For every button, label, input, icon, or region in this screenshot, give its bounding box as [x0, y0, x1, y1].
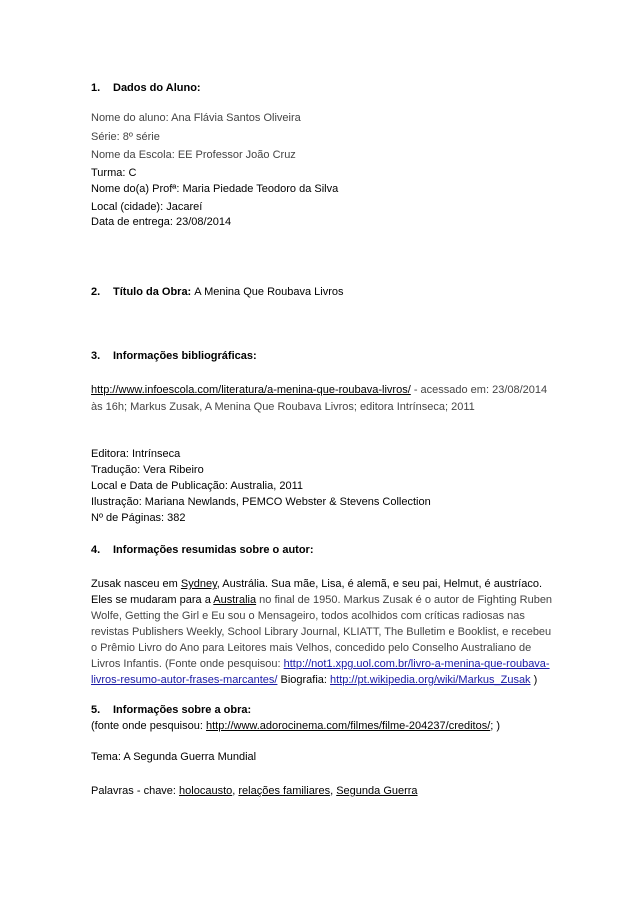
keyword-separator: , — [330, 785, 337, 797]
work-source-end: ; ) — [490, 720, 501, 732]
work-source-label: (fonte onde pesquisou: — [91, 720, 206, 732]
sydney-link[interactable]: Sydney — [180, 578, 217, 590]
author-text: Zusak nasceu em — [91, 578, 181, 590]
keywords-line — [91, 785, 418, 798]
author-text: Eles se mudaram para a — [91, 594, 214, 606]
keyword-relacoes-familiares[interactable]: relações familiares — [238, 785, 331, 797]
illustration: Ilustração: Mariana Newlands, PEMCO Webster & Stevens Collection — [91, 496, 431, 508]
keyword-separator: , — [232, 785, 239, 797]
australia-link[interactable]: Australia — [213, 594, 257, 606]
teacher-name: Nome do(a) Profª: Maria Piedade Teodoro da Silva — [91, 183, 339, 195]
author-text: ) — [530, 674, 538, 686]
author-text: Livros Infantis. (Fonte onde pesquisou: — [91, 658, 284, 670]
author-line-3: Wolfe, Getting the Girl e Eu sou o Mensageiro, todos acolhidos com críticas radiosas nas — [91, 610, 525, 622]
class-name: Turma: C — [91, 167, 137, 179]
section2-heading — [91, 286, 344, 299]
theme-line: Tema: A Segunda Guerra Mundial — [91, 751, 257, 763]
biblio-line-2: às 16h; Markus Zusak, A Menina Que Roubava Livros; editora Intrínseca; 2011 — [91, 401, 475, 413]
student-grade: Série: 8º série — [91, 131, 160, 143]
section1-number: 1. — [91, 82, 101, 94]
keyword-segunda-guerra[interactable]: Segunda Guerra — [336, 785, 418, 797]
section3-heading — [91, 350, 257, 363]
publication-place-date: Local e Data de Publicação: Australia, 2011 — [91, 480, 303, 492]
source-link-part1[interactable]: http://not1.xpg.uol.com.br/livro-a-menina-que-roubava- — [283, 658, 550, 670]
book-title: A Menina Que Roubava Livros — [194, 286, 344, 298]
author-text: , Austrália. Sua mãe, Lisa, é alemã, e seu pai, Helmut, é austríaco. — [216, 578, 543, 590]
work-source-line — [91, 720, 500, 733]
page-count: Nº de Páginas: 382 — [91, 512, 186, 524]
wikipedia-link[interactable]: http://pt.wikipedia.org/wiki/Markus_Zusak — [330, 674, 531, 686]
author-line-5: o Prêmio Livro do Ano para Leitores mais Velhos, concedido pelo Conselho Australiano de — [91, 642, 532, 654]
author-text: no final de 1950. Markus Zusak é o autor de Fighting Ruben — [256, 594, 553, 606]
section5-title: Informações sobre a obra: — [113, 704, 252, 716]
section5-number: 5. — [91, 704, 101, 716]
section2-title: Título da Obra: — [113, 286, 192, 298]
publisher: Editora: Intrínseca — [91, 448, 181, 460]
biblio-line-1 — [91, 384, 547, 397]
student-name: Nome do aluno: Ana Flávia Santos Oliveira — [91, 112, 301, 124]
section4-heading — [91, 544, 314, 557]
section1-heading — [91, 82, 201, 95]
translation: Tradução: Vera Ribeiro — [91, 464, 204, 476]
section3-number: 3. — [91, 350, 101, 362]
school-name: Nome da Escola: EE Professor João Cruz — [91, 149, 296, 161]
author-line-6 — [91, 658, 550, 671]
biblio-accessed: - acessado em: 23/08/2014 — [410, 384, 548, 396]
section2-number: 2. — [91, 286, 101, 298]
city: Local (cidade): Jacareí — [91, 201, 203, 213]
adorocinema-link[interactable]: http://www.adorocinema.com/filmes/filme-204237/creditos/ — [205, 720, 491, 732]
author-line-2 — [91, 594, 552, 607]
delivery-date: Data de entrega: 23/08/2014 — [91, 216, 232, 228]
biography-label: Biografia: — [277, 674, 331, 686]
biblio-link[interactable]: http://www.infoescola.com/literatura/a-menina-que-roubava-livros/ — [91, 384, 411, 396]
author-line-7 — [91, 674, 537, 687]
section1-title: Dados do Aluno: — [113, 82, 201, 94]
source-link-part2[interactable]: livros-resumo-autor-frases-marcantes/ — [91, 674, 278, 686]
section4-number: 4. — [91, 544, 101, 556]
author-line-1 — [91, 578, 542, 591]
author-line-4: revistas Publishers Weekly, School Library Journal, KLIATT, The Bulletim e Booklist, e recebeu — [91, 626, 552, 638]
section4-title: Informações resumidas sobre o autor: — [113, 544, 314, 556]
section3-title: Informações bibliográficas: — [113, 350, 257, 362]
section5-heading — [91, 704, 251, 717]
keyword-holocausto[interactable]: holocausto — [179, 785, 233, 797]
keywords-label: Palavras - chave: — [91, 785, 180, 797]
